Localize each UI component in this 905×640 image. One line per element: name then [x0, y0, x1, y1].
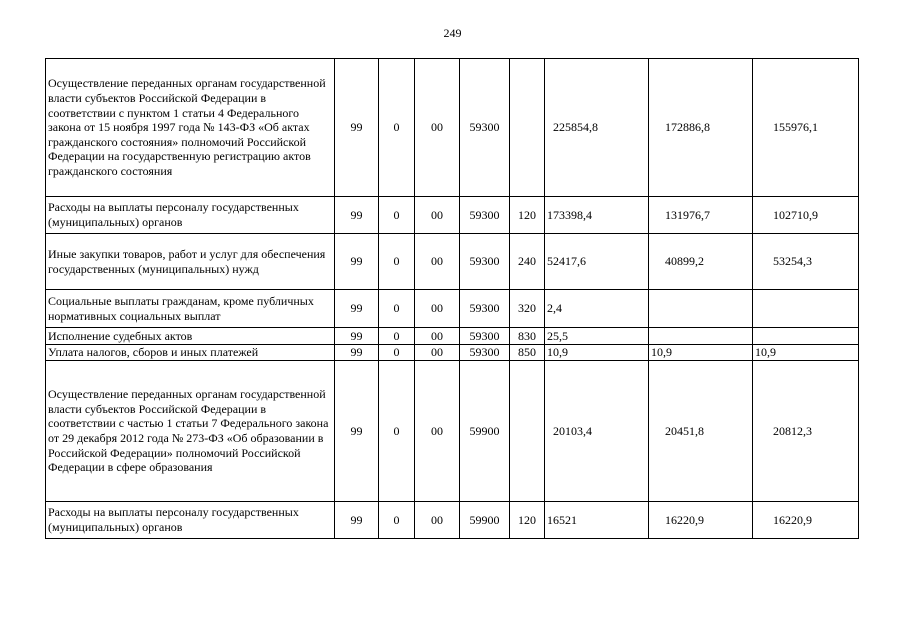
row-description: Осуществление переданных органам государственной власти субъектов Российской Федерации в соответствии с частью 1 статьи 7 Федерального закона от 29 декабря 2012 года № 273-ФЗ «Об образовании в Российской Федерации» полномочий Российской Федерации в сфере образования — [46, 361, 335, 502]
code-cell: 99 — [335, 234, 379, 290]
amount-cell: 102710,9 — [753, 197, 859, 234]
amount-cell: 20451,8 — [649, 361, 753, 502]
table-row — [46, 290, 859, 328]
code-cell — [510, 59, 545, 197]
amount-cell: 10,9 — [649, 345, 753, 361]
amount-cell: 16220,9 — [649, 502, 753, 539]
amount-cell: 131976,7 — [649, 197, 753, 234]
code-cell: 99 — [335, 290, 379, 328]
code-cell: 99 — [335, 502, 379, 539]
amount-cell — [753, 290, 859, 328]
amount-cell — [649, 290, 753, 328]
code-cell: 59300 — [460, 290, 510, 328]
row-description: Исполнение судебных актов — [46, 328, 335, 345]
amount-cell: 10,9 — [545, 345, 649, 361]
table-row — [46, 328, 859, 345]
code-cell: 0 — [379, 290, 415, 328]
code-cell: 59300 — [460, 197, 510, 234]
code-cell: 120 — [510, 502, 545, 539]
code-cell: 59300 — [460, 328, 510, 345]
amount-cell: 10,9 — [753, 345, 859, 361]
table-row — [46, 234, 859, 290]
table-row — [46, 345, 859, 361]
amount-cell: 173398,4 — [545, 197, 649, 234]
code-cell: 99 — [335, 328, 379, 345]
budget-table — [45, 58, 859, 539]
row-description: Расходы на выплаты персоналу государственных (муниципальных) органов — [46, 197, 335, 234]
code-cell: 99 — [335, 361, 379, 502]
code-cell: 59900 — [460, 502, 510, 539]
code-cell: 240 — [510, 234, 545, 290]
code-cell: 120 — [510, 197, 545, 234]
code-cell: 99 — [335, 197, 379, 234]
code-cell: 59900 — [460, 361, 510, 502]
amount-cell: 40899,2 — [649, 234, 753, 290]
code-cell: 99 — [335, 59, 379, 197]
amount-cell — [753, 328, 859, 345]
row-description: Осуществление переданных органам государственной власти субъектов Российской Федерации в соответствии с пунктом 1 статьи 4 Федерального закона от 15 ноября 1997 года № 143-ФЗ «Об актах гражданского состояния» полномочий Российской Федерации на государственную регистрацию актов гражданского состояния — [46, 59, 335, 197]
page-number: 249 — [443, 26, 462, 40]
amount-cell: 53254,3 — [753, 234, 859, 290]
code-cell: 850 — [510, 345, 545, 361]
code-cell: 830 — [510, 328, 545, 345]
code-cell: 0 — [379, 328, 415, 345]
table-row — [46, 502, 859, 539]
row-description: Социальные выплаты гражданам, кроме публичных нормативных социальных выплат — [46, 290, 335, 328]
code-cell: 0 — [379, 197, 415, 234]
code-cell: 0 — [379, 502, 415, 539]
code-cell: 320 — [510, 290, 545, 328]
amount-cell: 52417,6 — [545, 234, 649, 290]
code-cell: 00 — [415, 197, 460, 234]
row-description: Расходы на выплаты персоналу государственных (муниципальных) органов — [46, 502, 335, 539]
amount-cell: 20103,4 — [545, 361, 649, 502]
code-cell: 00 — [415, 234, 460, 290]
code-cell: 0 — [379, 234, 415, 290]
code-cell: 59300 — [460, 59, 510, 197]
amount-cell: 20812,3 — [753, 361, 859, 502]
code-cell: 00 — [415, 290, 460, 328]
row-description: Уплата налогов, сборов и иных платежей — [46, 345, 335, 361]
table-row — [46, 361, 859, 502]
amount-cell: 172886,8 — [649, 59, 753, 197]
amount-cell: 155976,1 — [753, 59, 859, 197]
code-cell: 0 — [379, 361, 415, 502]
amount-cell: 16521 — [545, 502, 649, 539]
code-cell: 0 — [379, 59, 415, 197]
amount-cell — [649, 328, 753, 345]
code-cell: 00 — [415, 361, 460, 502]
code-cell: 99 — [335, 345, 379, 361]
table-row — [46, 197, 859, 234]
code-cell: 59300 — [460, 345, 510, 361]
code-cell — [510, 361, 545, 502]
code-cell: 00 — [415, 328, 460, 345]
amount-cell: 2,4 — [545, 290, 649, 328]
code-cell: 59300 — [460, 234, 510, 290]
row-description: Иные закупки товаров, работ и услуг для обеспечения государственных (муниципальных) нужд — [46, 234, 335, 290]
code-cell: 00 — [415, 59, 460, 197]
amount-cell: 225854,8 — [545, 59, 649, 197]
table-row — [46, 59, 859, 197]
amount-cell: 16220,9 — [753, 502, 859, 539]
code-cell: 0 — [379, 345, 415, 361]
amount-cell: 25,5 — [545, 328, 649, 345]
code-cell: 00 — [415, 345, 460, 361]
code-cell: 00 — [415, 502, 460, 539]
